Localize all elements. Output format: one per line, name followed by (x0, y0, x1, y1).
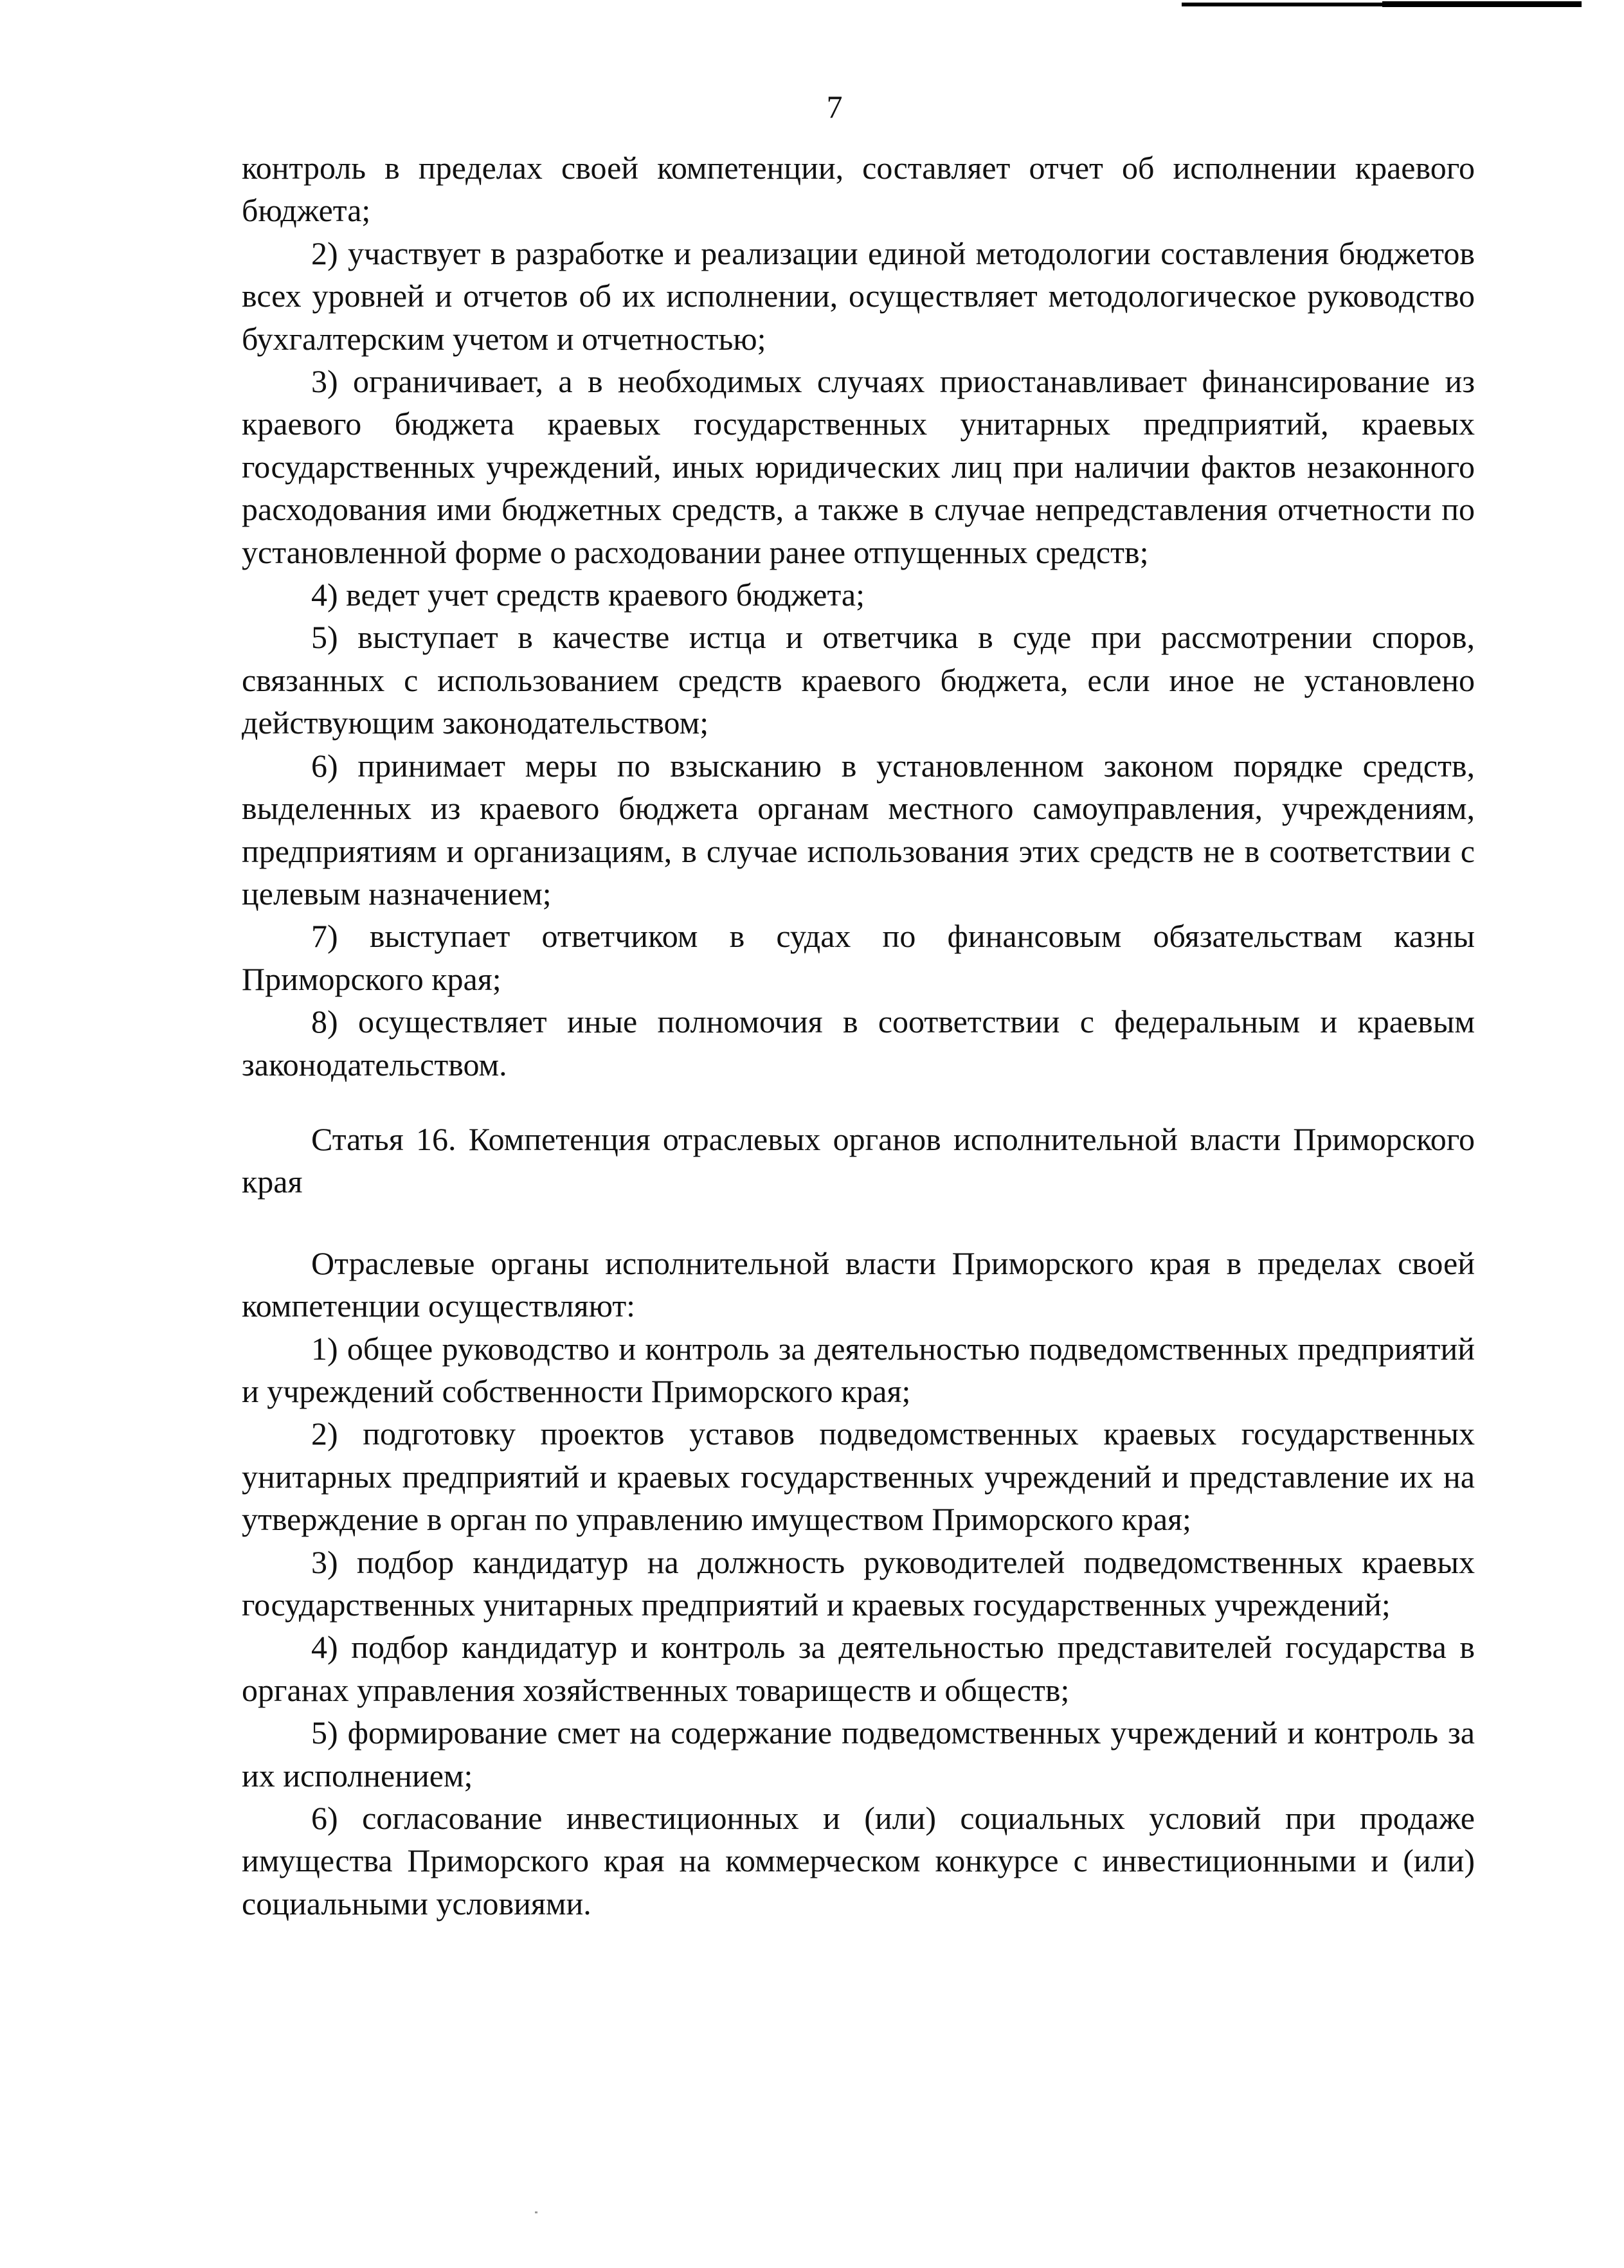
paragraph: 5) формирование смет на содержание подведомственных учреждений и контроль за их исполнением; (242, 1715, 1475, 1794)
paragraph-list-2 (242, 1242, 1475, 1925)
paragraph: 5) выступает в качестве истца и ответчика в суде при рассмотрении споров, связанных с использованием средств краевого бюджета, если иное не установлено действующим законодательством; (242, 619, 1475, 741)
paragraph: 7) выступает ответчиком в судах по финансовым обязательствам казны Приморского края; (242, 918, 1475, 997)
paragraph: 6) принимает меры по взысканию в установленном законом порядке средств, выделенных из краевого бюджета органам местного самоуправления, учреждениям, предприятиям и организациям, в случае использования этих средств не в соответствии с целевым назначением; (242, 747, 1475, 912)
paragraph: 3) ограничивает, а в необходимых случаях приостанавливает финансирование из краевого бюджета краевых государственных унитарных предприятий, краевых государственных учреждений, иных юридических лиц при наличии фактов незаконного расходования ими бюджетных средств, а также в случае непредставления отчетности по установленной форме о расходовании ранее отпущенных средств; (242, 363, 1475, 570)
paragraph: контроль в пределах своей компетенции, составляет отчет об исполнении краевого бюджета; (242, 150, 1475, 229)
paragraph: 3) подбор кандидатур на должность руководителей подведомственных краевых государственных унитарных предприятий и краевых государственных учреждений; (242, 1544, 1475, 1623)
paragraph-list-1 (242, 147, 1475, 1086)
page-number: 7 (826, 89, 843, 125)
paragraph: 2) участвует в разработке и реализации единой методологии составления бюджетов всех уровней и отчетов об их исполнении, осуществляет методологическое руководство бухгалтерским учетом и отчетностью; (242, 235, 1475, 357)
document-body (242, 147, 1475, 1925)
article-heading: Статья 16. Компетенция отраслевых органов исполнительной власти Приморского края (242, 1120, 1475, 1200)
paragraph: 6) согласование инвестиционных и (или) социальных условий при продаже имущества Приморского края на коммерческом конкурсе с инвестиционными и (или) социальными условиями. (242, 1800, 1475, 1922)
paragraph: 4) ведет учет средств краевого бюджета; (311, 577, 865, 613)
scan-artifact-line (1382, 1, 1582, 7)
paragraph: 2) подготовку проектов уставов подведомственных краевых государственных унитарных предприятий и краевых государственных учреждений и представление их на утверждение в орган по управлению имуществом Приморского края; (242, 1416, 1475, 1538)
paragraph: Отраслевые органы исполнительной власти Приморского края в пределах своей компетенции осуществляют: (242, 1245, 1475, 1324)
scan-speck (535, 2211, 537, 2213)
paragraph: 8) осуществляет иные полномочия в соответствии с федеральным и краевым законодательством. (242, 1004, 1475, 1083)
paragraph: 4) подбор кандидатур и контроль за деятельностью представителей государства в органах управления хозяйственных товариществ и обществ; (242, 1629, 1475, 1708)
paragraph: 1) общее руководство и контроль за деятельностью подведомственных предприятий и учреждений собственности Приморского края; (242, 1330, 1475, 1409)
